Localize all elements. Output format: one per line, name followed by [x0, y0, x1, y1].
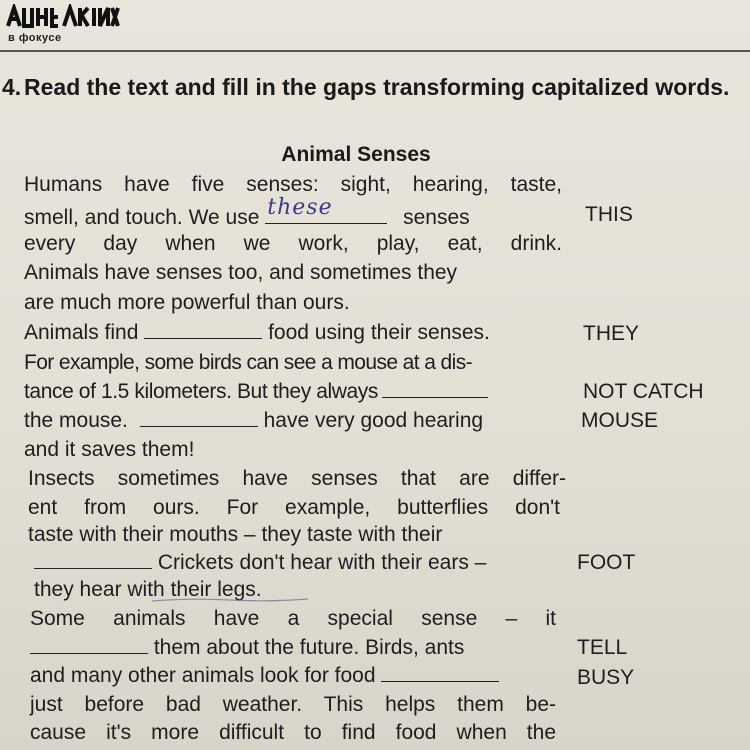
cue-word: THEY	[583, 322, 640, 345]
text-fragment: smell, and touch. We use	[24, 206, 260, 229]
text-line: Some animals have a special sense – it	[30, 607, 556, 630]
text-line	[34, 548, 486, 577]
text-line	[30, 661, 499, 690]
cue-word: BUSY	[577, 666, 635, 689]
task-instruction: Read the text and fill in the gaps transforming capitalized words.	[24, 74, 730, 100]
handwritten-answer: these	[267, 195, 333, 220]
brand-logo-mark	[6, 4, 121, 30]
text-line	[24, 377, 488, 406]
text-line	[24, 195, 470, 229]
text-line: ent from ours. For example, butterflies don't	[28, 496, 560, 519]
text-line: they hear with their legs.	[34, 578, 262, 601]
text-fragment: senses	[403, 206, 470, 229]
text-line: Insects sometimes have senses that are differ-	[28, 467, 566, 490]
text-line: Humans have five senses: sight, hearing, taste,	[24, 173, 562, 196]
text-title: Animal Senses	[281, 143, 431, 166]
text-line: just before bad weather. This helps them be-	[30, 693, 556, 716]
text-fragment: and many other animals look for food	[30, 664, 376, 687]
text-fragment: them about the future. Birds, ants	[153, 636, 465, 659]
answer-gap-7[interactable]	[381, 661, 499, 682]
text-fragment: food using their senses.	[268, 321, 490, 344]
cue-word: FOOT	[577, 551, 636, 574]
text-line: taste with their mouths – they taste with their	[28, 523, 443, 546]
answer-gap-4[interactable]	[140, 406, 258, 427]
header-divider	[0, 50, 750, 52]
task-number: 4.	[2, 74, 22, 100]
answer-gap-2[interactable]	[144, 318, 262, 339]
text-line: cause it's more difficult to find food when the	[30, 721, 556, 744]
text-line	[24, 406, 483, 435]
text-fragment: Crickets don't hear with their ears –	[157, 551, 487, 574]
text-line	[30, 633, 464, 662]
cue-word: MOUSE	[581, 409, 659, 432]
answer-gap-1[interactable]	[265, 195, 387, 224]
text-fragment: the mouse.	[24, 409, 128, 432]
text-fragment: tance of 1.5 kilometers. But they always	[24, 380, 379, 403]
text-line: are much more powerful than ours.	[24, 291, 350, 314]
text-line: every day when we work, play, eat, drink.	[24, 232, 562, 255]
text-fragment: have very good hearing	[263, 409, 484, 432]
answer-gap-6[interactable]	[30, 633, 148, 654]
answer-gap-3[interactable]	[382, 377, 488, 398]
text-line	[24, 318, 490, 347]
pencil-strike-mark	[150, 596, 310, 604]
cue-word: NOT CATCH	[583, 380, 704, 403]
answer-gap-5[interactable]	[34, 548, 152, 569]
brand-logo	[6, 4, 126, 48]
text-fragment: Animals find	[24, 321, 139, 344]
brand-subtitle: в фокусе	[8, 32, 62, 44]
cue-word: TELL	[577, 636, 628, 659]
text-line: For example, some birds can see a mouse at a dis-	[24, 351, 472, 374]
text-line: and it saves them!	[24, 438, 195, 461]
text-line: Animals have senses too, and sometimes they	[24, 261, 458, 284]
cue-word: THIS	[585, 203, 633, 226]
